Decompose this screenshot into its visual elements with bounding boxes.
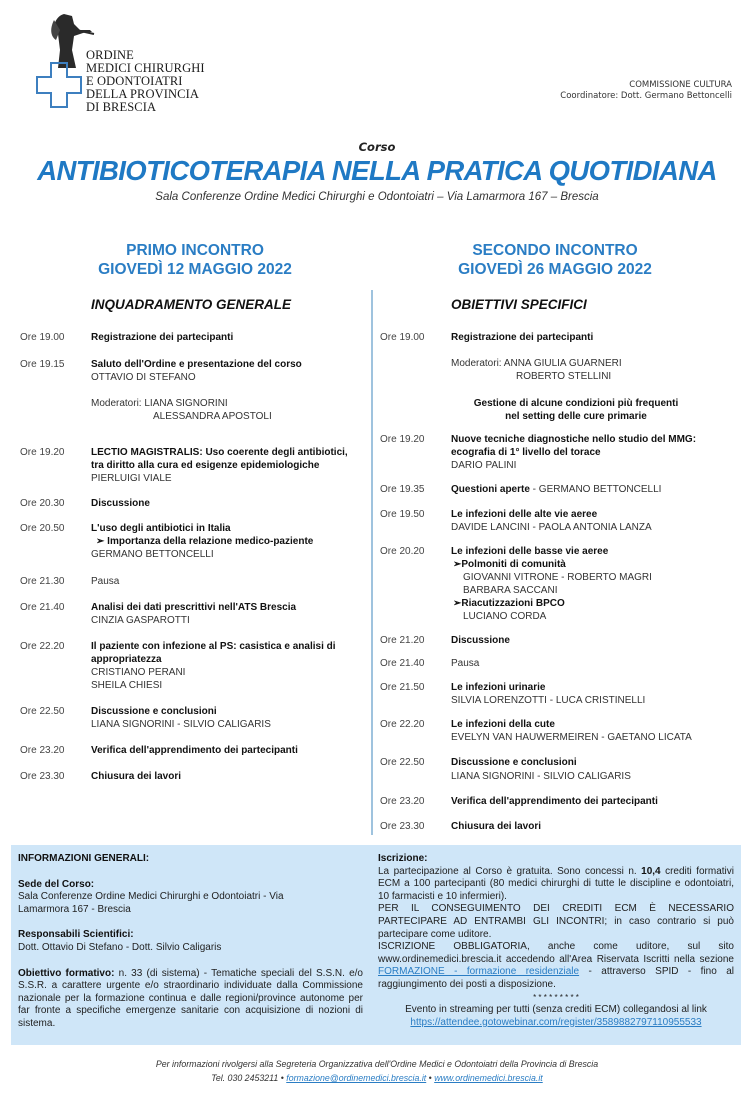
logo-text [86, 49, 205, 114]
text: crediti formativi ECM a 100 partecipanti (80 medici chirurghi di tutte le discipline e odontoiatri, 10 farmacisti e 10 infermieri). [378, 865, 735, 902]
logo-line: DI BRESCIA [86, 100, 157, 114]
item-time: Ore 19.50 [380, 509, 425, 520]
item-speaker: SILVIA LORENZOTTI - LUCA CRISTINELLI [451, 695, 646, 706]
streaming-text: Evento in streaming per tutti (senza crediti ECM) collegandosi al link [405, 1004, 707, 1016]
commission-info [560, 80, 732, 102]
item-speaker: DAVIDE LANCINI - PAOLA ANTONIA LANZA [451, 522, 652, 533]
item-title: Discussione [451, 635, 510, 646]
arrow-bullet-icon: ➢ [453, 559, 462, 570]
item-title: Registrazione dei partecipanti [91, 332, 234, 343]
item-title: Le infezioni della cute [451, 719, 555, 730]
course-title: ANTIBIOTICOTERAPIA NELLA PRATICA QUOTIDIANA [37, 155, 717, 186]
moderator: ALESSANDRA APOSTOLI [153, 411, 272, 422]
item-subtopic: Riacutizzazioni BPCO [461, 598, 565, 609]
moderators: Moderatori: LIANA SIGNORINI [91, 398, 228, 409]
item-title: Le infezioni urinarie [451, 682, 546, 693]
item-title: Chiusura dei lavori [451, 821, 542, 832]
item-title: Verifica dell'apprendimento dei partecipanti [91, 745, 298, 756]
item-title: Chiusura dei lavori [91, 771, 182, 782]
website-link[interactable]: www.ordinemedici.brescia.it [434, 1073, 543, 1083]
registration-text [378, 866, 734, 904]
info-left-column [18, 853, 363, 1031]
item-title: Discussione e conclusioni [91, 706, 217, 717]
text: - attraverso SPID - fino al raggiungimento dei posti a disposizione. [378, 966, 734, 990]
meeting-date: GIOVEDÌ 12 MAGGIO 2022 [98, 261, 292, 278]
item-title: Questioni aperte [451, 484, 530, 495]
phone-number: Tel. 030 2453211 [211, 1073, 279, 1083]
item-title: LECTIO MAGISTRALIS: Uso coerente degli antibiotici, [91, 447, 348, 458]
item-title: Saluto dell'Ordine e presentazione del corso [91, 359, 302, 370]
item-speaker: - GERMANO BETTONCELLI [529, 484, 662, 495]
bullet-separator: • [426, 1073, 435, 1083]
item-title: Discussione e conclusioni [451, 757, 577, 768]
moderators: Moderatori: ANNA GIULIA GUARNERI [451, 358, 622, 369]
item-title: Registrazione dei partecipanti [451, 332, 594, 343]
cross-icon [36, 62, 82, 108]
objective-paragraph [18, 968, 363, 1031]
item-speaker: LIANA SIGNORINI - SILVIO CALIGARIS [451, 771, 631, 782]
item-title: Pausa [91, 576, 120, 587]
item-speaker: GERMANO BETTONCELLI [91, 549, 214, 560]
item-time: Ore 21.40 [20, 602, 65, 613]
item-title: Verifica dell'apprendimento dei partecipanti [451, 796, 658, 807]
item-time: Ore 19.00 [380, 332, 425, 343]
objective-text: n. 33 (di sistema) - Tematiche speciali del S.S.N. e/o S.S.R. a carattere urgente e/o straordinario individuate dalla Commissione nazionale per la formazione continua e dalle regioni/province autonome per far fronte a specifiche emergenze sanitarie con acquisizione di nozioni di sistema. [18, 967, 363, 1029]
item-title: Nuove tecniche diagnostiche nello studio del MMG: [451, 434, 697, 445]
streaming-link[interactable]: https://attendee.gotowebinar.com/register/3589882797110955533 [410, 1016, 702, 1028]
item-time: Ore 19.15 [20, 359, 65, 370]
item-time: Ore 21.50 [380, 682, 425, 693]
item-subtopic: Polmoniti di comunità [461, 559, 566, 570]
meeting-1-heading [60, 241, 330, 279]
footer-info: Per informazioni rivolgersi alla Segreteria Organizzativa dell'Ordine Medici e Odontoiatri della Provincia di Brescia [155, 1059, 599, 1069]
info-heading: INFORMAZIONI GENERALI: [18, 853, 150, 864]
item-time: Ore 19.35 [380, 484, 425, 495]
item-speaker: LIANA SIGNORINI - SILVIO CALIGARIS [91, 719, 271, 730]
item-speaker: CRISTIANO PERANI [91, 667, 186, 678]
item-time: Ore 22.50 [380, 757, 425, 768]
registration-instructions [378, 941, 734, 991]
item-time: Ore 20.50 [20, 523, 65, 534]
logo-line: ORDINE [86, 48, 134, 62]
item-time: Ore 22.20 [380, 719, 425, 730]
item-time: Ore 23.30 [20, 771, 65, 782]
registration-requirement: PER IL CONSEGUIMENTO DEI CREDITI ECM È NECESSARIO PARTECIPARE AD ENTRAMBI GLI INCONTRI; in caso contrario si può partecipare come uditore. [378, 903, 734, 940]
commission-name: COMMISSIONE CULTURA [629, 80, 732, 90]
item-speaker: BARBARA SACCANI [463, 585, 558, 596]
separator-stars: * * * * * * * * * [533, 992, 579, 1002]
ecm-credits: 10,4 [641, 865, 661, 877]
coordinator: Coordinatore: Dott. Germano Bettoncelli [560, 91, 732, 101]
section-block-heading [451, 397, 701, 423]
meeting-date: GIOVEDÌ 26 MAGGIO 2022 [458, 261, 652, 278]
item-speaker: EVELYN VAN HAUWERMEIREN - GAETANO LICATA [451, 732, 692, 743]
block-line: Gestione di alcune condizioni più frequenti [473, 398, 679, 409]
text: ISCRIZIONE OBBLIGATORIA, anche come uditore, sul sito www.ordinemedici.brescia.it accedendo all'Area Riservata Iscritti nella sezione [378, 941, 734, 965]
email-link[interactable]: formazione@ordinemedici.brescia.it [286, 1073, 427, 1083]
column-divider [371, 290, 373, 835]
arrow-bullet-icon: ➢ [96, 536, 108, 547]
item-title: ecografia di 1° livello del torace [451, 447, 601, 458]
scientific-label: Responsabili Scientifici: [18, 929, 134, 941]
item-title: L'uso degli antibiotici in Italia [91, 523, 231, 534]
item-title: Il paziente con infezione al PS: casistica e analisi di [91, 641, 336, 652]
item-title: Le infezioni delle basse vie aeree [451, 546, 609, 557]
logo-line: MEDICI CHIRURGHI [86, 61, 205, 75]
item-subtopic: Importanza della relazione medico-paziente [107, 536, 314, 547]
meeting-title: SECONDO INCONTRO [472, 242, 638, 259]
item-time: Ore 21.40 [380, 658, 425, 669]
item-title: Analisi dei dati prescrittivi nell'ATS Brescia [91, 602, 297, 613]
item-speaker: CINZIA GASPAROTTI [91, 615, 190, 626]
item-time: Ore 23.20 [380, 796, 425, 807]
item-time: Ore 23.20 [20, 745, 65, 756]
item-speaker: GIOVANNI VITRONE - ROBERTO MAGRI [463, 572, 652, 583]
text: La partecipazione al Corso è gratuita. Sono concessi n. [378, 865, 642, 877]
formazione-link[interactable]: FORMAZIONE - formazione residenziale [378, 966, 580, 978]
item-time: Ore 20.30 [20, 498, 65, 509]
item-time: Ore 20.20 [380, 546, 425, 557]
footer-contacts [0, 1073, 754, 1083]
meeting-title: PRIMO INCONTRO [126, 242, 264, 259]
objective-label: Obiettivo formativo: [18, 967, 115, 979]
item-time: Ore 22.20 [20, 641, 65, 652]
item-speaker: SHEILA CHIESI [91, 680, 163, 691]
meeting-2-section: OBIETTIVI SPECIFICI [451, 297, 587, 312]
venue-label: Sede del Corso: [18, 878, 95, 890]
item-time: Ore 23.30 [380, 821, 425, 832]
bullet-separator: • [278, 1073, 287, 1083]
meeting-1-section: INQUADRAMENTO GENERALE [91, 297, 292, 312]
item-title: Le infezioni delle alte vie aeree [451, 509, 598, 520]
meeting-2-heading [420, 241, 690, 279]
item-speaker: OTTAVIO DI STEFANO [91, 372, 196, 383]
arrow-bullet-icon: ➢ [453, 598, 462, 609]
course-venue: Sala Conferenze Ordine Medici Chirurghi e Odontoiatri – Via Lamarmora 167 – Brescia [155, 191, 599, 203]
item-time: Ore 19.20 [20, 447, 65, 458]
scientific-text: Dott. Ottavio Di Stefano - Dott. Silvio Caligaris [18, 941, 222, 953]
organization-logo [36, 10, 205, 114]
item-time: Ore 21.20 [380, 635, 425, 646]
item-speaker: PIERLUIGI VIALE [91, 473, 172, 484]
item-title: appropriatezza [91, 654, 162, 665]
item-time: Ore 22.50 [20, 706, 65, 717]
item-title: tra diritto alla cura ed esigenze epidemiologiche [91, 460, 320, 471]
item-time: Ore 21.30 [20, 576, 65, 587]
logo-line: E ODONTOIATRI [86, 74, 183, 88]
item-time: Ore 19.20 [380, 434, 425, 445]
item-title: Pausa [451, 658, 480, 669]
item-speaker: LUCIANO CORDA [463, 611, 547, 622]
item-title: Discussione [91, 498, 150, 509]
block-line: nel setting delle cure primarie [505, 411, 647, 422]
moderator: ROBERTO STELLINI [516, 371, 612, 382]
venue-text: Sala Conferenze Ordine Medici Chirurghi e Odontoiatri - Via [18, 891, 284, 903]
registration-label: Iscrizione: [378, 853, 428, 864]
course-label: Corso [358, 140, 396, 154]
general-info-box [11, 845, 741, 1045]
item-time: Ore 19.00 [20, 332, 65, 343]
logo-line: DELLA PROVINCIA [86, 87, 199, 101]
item-speaker: DARIO PALINI [451, 460, 517, 471]
info-right-column [378, 853, 734, 1029]
venue-text: Lamarmora 167 - Brescia [18, 903, 131, 915]
